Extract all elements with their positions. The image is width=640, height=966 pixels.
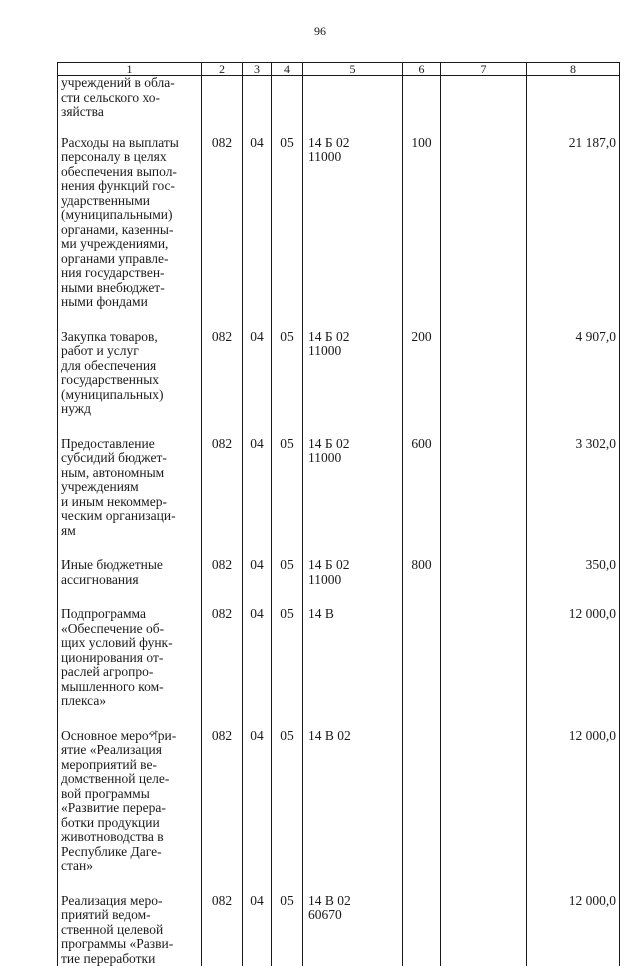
cell-subsection: 05 <box>272 607 303 729</box>
cell-col7 <box>441 607 527 729</box>
table-row <box>58 607 620 729</box>
cell-col7 <box>441 437 527 559</box>
column-header-6: 6 <box>403 63 441 76</box>
row-name: учреждений в обла- сти сельского хо- зяйства <box>58 76 202 136</box>
cell-amount: 12 000,0 <box>527 729 620 894</box>
cell-section: 04 <box>243 330 272 437</box>
column-header-3: 3 <box>243 63 272 76</box>
cell-target-item: 14 Б 02 11000 <box>303 558 403 607</box>
cell-expense-type <box>403 894 441 966</box>
cell-ministry <box>202 76 243 136</box>
cell-ministry: 082 <box>202 558 243 607</box>
cell-amount: 3 302,0 <box>527 437 620 559</box>
row-name: Закупка товаров, работ и услуг для обеспечения государственных (муниципальных) нужд <box>58 330 202 437</box>
cell-section <box>243 76 272 136</box>
cell-col7 <box>441 729 527 894</box>
table-row <box>58 729 620 894</box>
cell-section: 04 <box>243 437 272 559</box>
cell-subsection: 05 <box>272 558 303 607</box>
table-row <box>58 136 620 330</box>
cell-target-item: 14 Б 02 11000 <box>303 437 403 559</box>
cell-ministry: 082 <box>202 729 243 894</box>
cell-subsection: 05 <box>272 729 303 894</box>
cell-ministry: 082 <box>202 136 243 330</box>
row-name: Предоставление субсидий бюджет- ным, автономным учреждениям и иным некоммер- ческим организаци- ям <box>58 437 202 559</box>
cell-expense-type: 100 <box>403 136 441 330</box>
cell-ministry: 082 <box>202 894 243 966</box>
cell-target-item: 14 В <box>303 607 403 729</box>
row-name: Подпрограмма «Обеспечение об- щих условий функ- ционирования от- раслей агропро- мышленного ком- плекса» <box>58 607 202 729</box>
cell-ministry: 082 <box>202 607 243 729</box>
cell-target-item: 14 В 02 60670 <box>303 894 403 966</box>
column-header-2: 2 <box>202 63 243 76</box>
cell-amount: 12 000,0 <box>527 607 620 729</box>
column-header-7: 7 <box>441 63 527 76</box>
table-row <box>58 437 620 559</box>
row-name: Основное мероপри- ятие «Реализация мероприятий ве- домственной целе- вой программы «Развитие перера- ботки продукции животноводства в Республике Даге- стан» <box>58 729 202 894</box>
cell-amount: 12 000,0 <box>527 894 620 966</box>
cell-col7 <box>441 136 527 330</box>
cell-target-item: 14 Б 02 11000 <box>303 330 403 437</box>
table-row <box>58 894 620 966</box>
table-row <box>58 330 620 437</box>
row-name: Расходы на выплаты персоналу в целях обеспечения выпол- нения функций гос- ударственными (муниципальными) органами, казенны- ми учреждениями, органами управле- ния государствен- ными внебюджет- ными фондами <box>58 136 202 330</box>
cell-expense-type <box>403 76 441 136</box>
column-header-5: 5 <box>303 63 403 76</box>
cell-ministry: 082 <box>202 437 243 559</box>
cell-expense-type: 600 <box>403 437 441 559</box>
cell-col7 <box>441 894 527 966</box>
row-name: Реализация меро- приятий ведом- ственной целевой программы «Разви- тие переработки <box>58 894 202 966</box>
cell-ministry: 082 <box>202 330 243 437</box>
column-header-1: 1 <box>58 63 202 76</box>
table-header-row <box>58 63 620 76</box>
cell-target-item: 14 Б 02 11000 <box>303 136 403 330</box>
cell-col7 <box>441 330 527 437</box>
cell-expense-type: 200 <box>403 330 441 437</box>
budget-table <box>57 62 620 966</box>
cell-section: 04 <box>243 607 272 729</box>
cell-section: 04 <box>243 558 272 607</box>
cell-section: 04 <box>243 894 272 966</box>
page-number: 96 <box>0 24 640 39</box>
cell-subsection: 05 <box>272 330 303 437</box>
cell-section: 04 <box>243 136 272 330</box>
cell-col7 <box>441 558 527 607</box>
cell-expense-type <box>403 729 441 894</box>
column-header-8: 8 <box>527 63 620 76</box>
cell-target-item <box>303 76 403 136</box>
cell-amount: 350,0 <box>527 558 620 607</box>
row-name: Иные бюджетные ассигнования <box>58 558 202 607</box>
cell-section: 04 <box>243 729 272 894</box>
cell-subsection: 05 <box>272 894 303 966</box>
cell-amount: 4 907,0 <box>527 330 620 437</box>
cell-target-item: 14 В 02 <box>303 729 403 894</box>
cell-subsection: 05 <box>272 136 303 330</box>
column-header-4: 4 <box>272 63 303 76</box>
table-row <box>58 76 620 136</box>
table-row <box>58 558 620 607</box>
cell-expense-type <box>403 607 441 729</box>
cell-col7 <box>441 76 527 136</box>
cell-subsection: 05 <box>272 437 303 559</box>
cell-subsection <box>272 76 303 136</box>
cell-amount <box>527 76 620 136</box>
cell-expense-type: 800 <box>403 558 441 607</box>
cell-amount: 21 187,0 <box>527 136 620 330</box>
